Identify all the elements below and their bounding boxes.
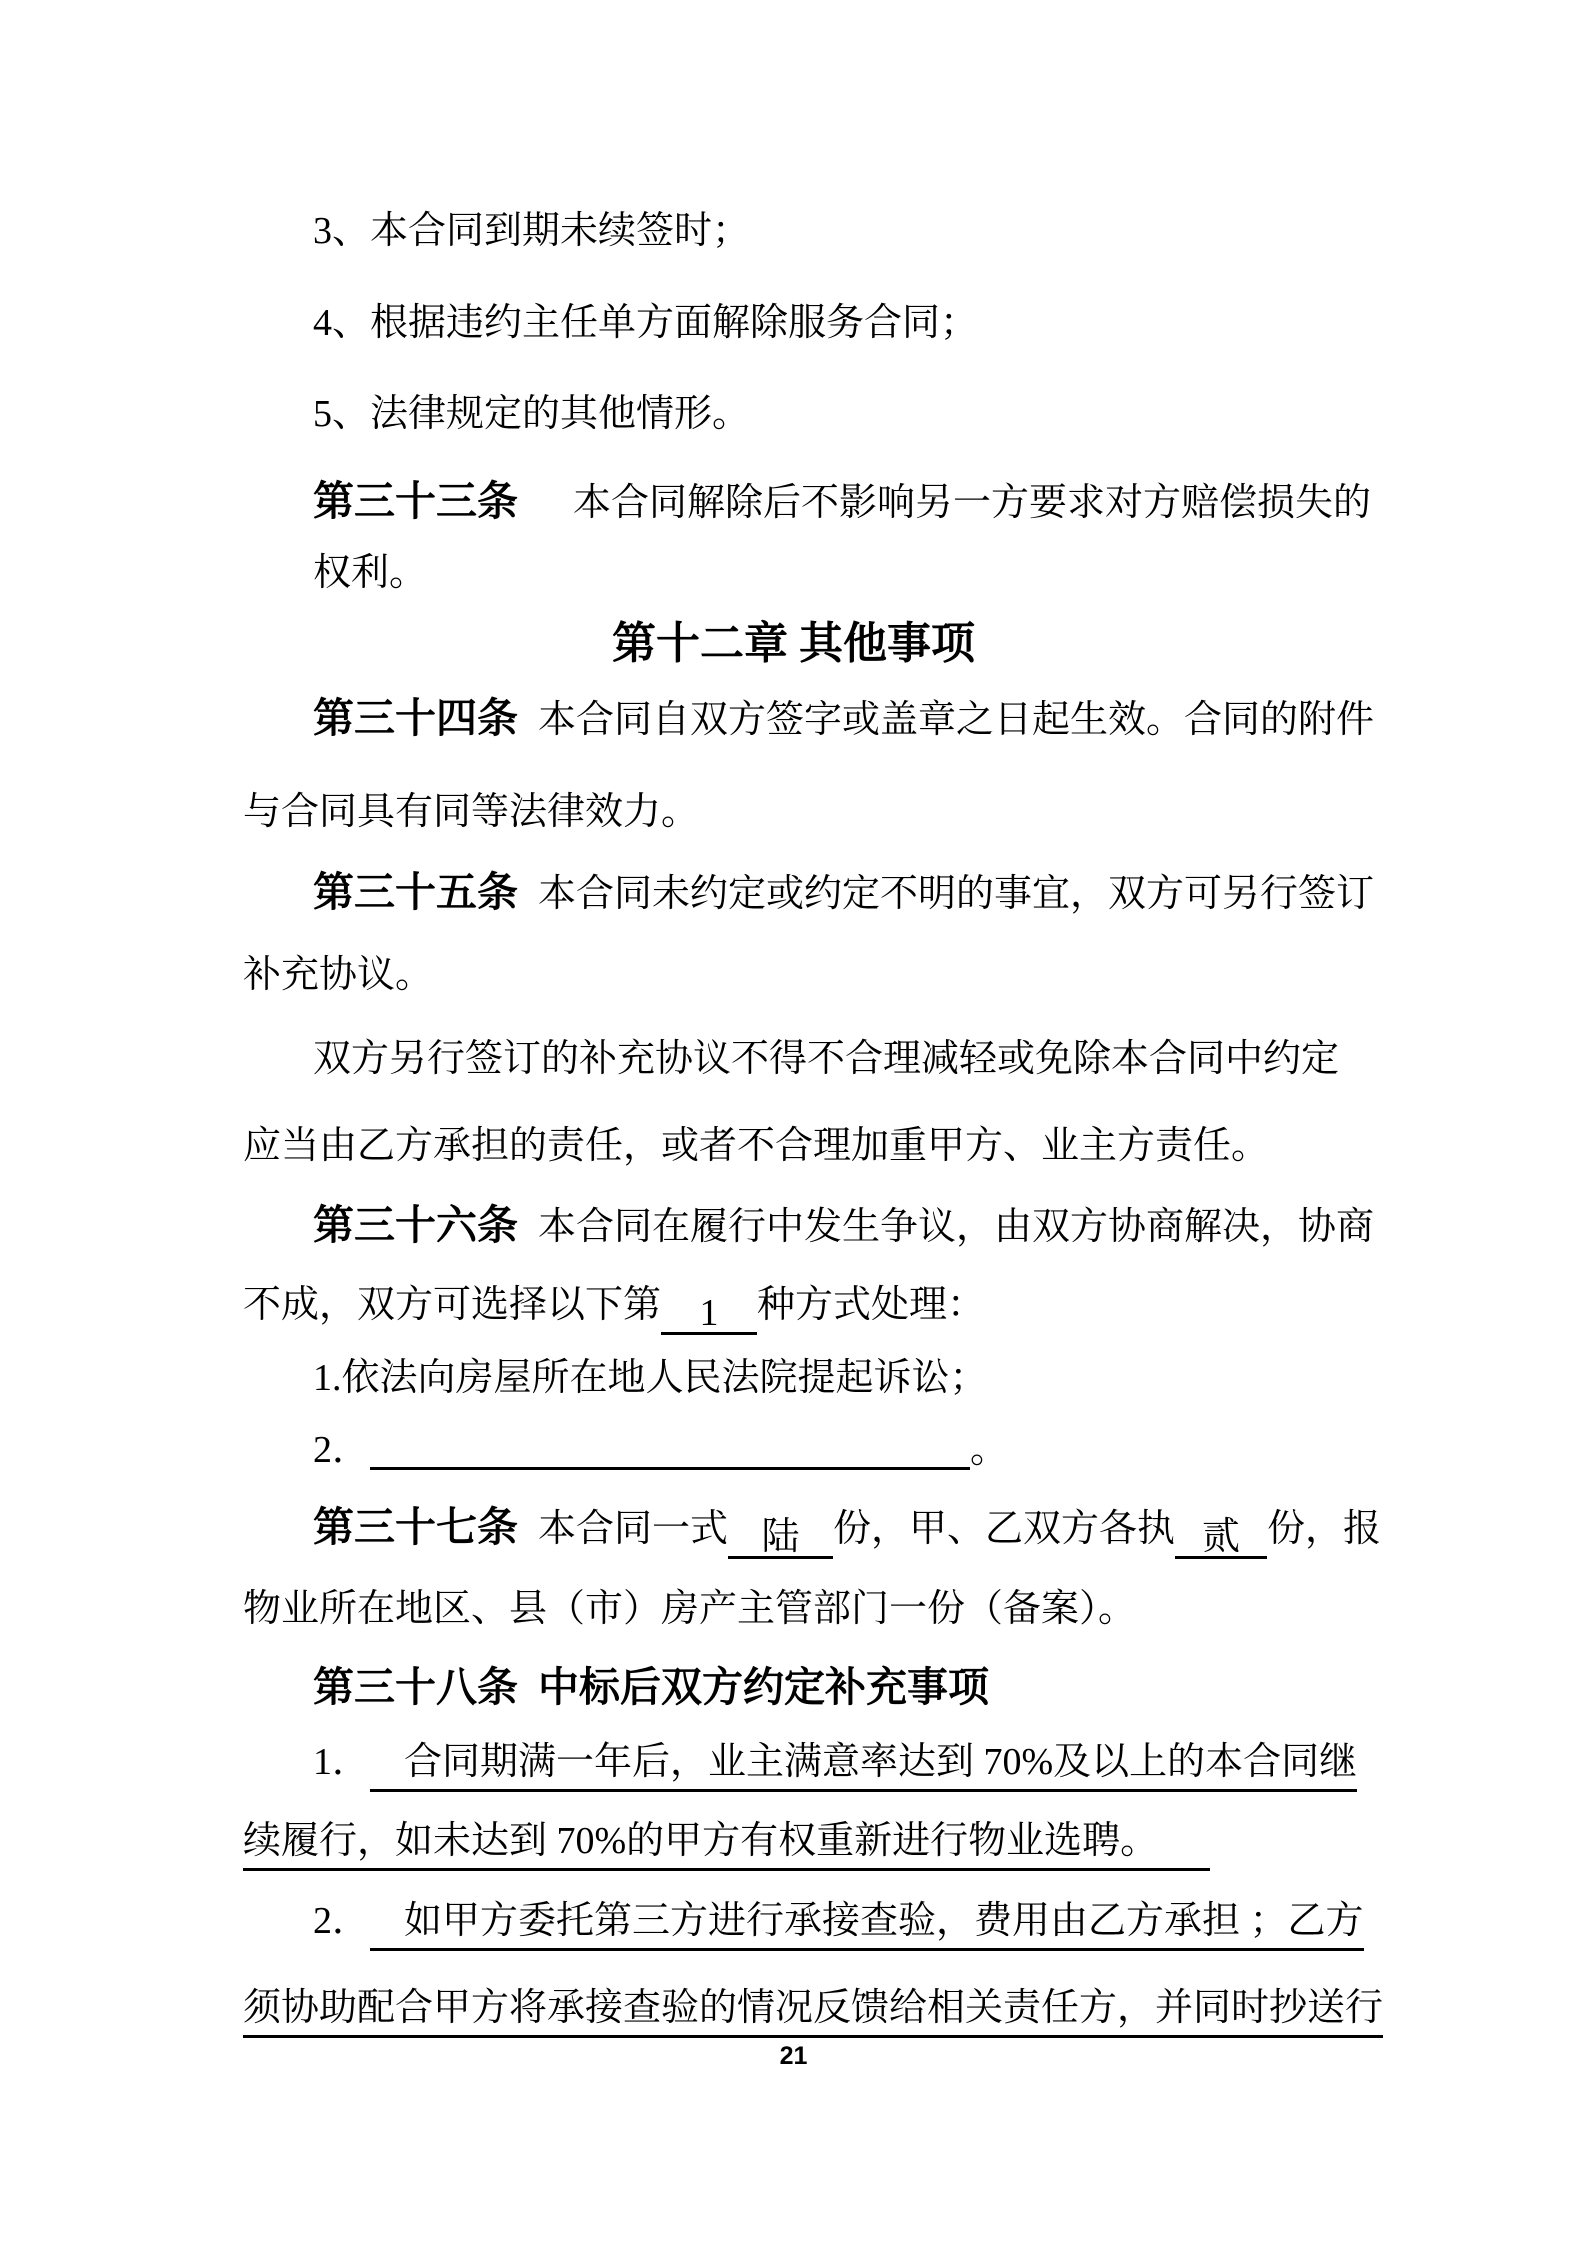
list-item-4: 4、根据违约主任单方面解除服务合同； bbox=[313, 302, 979, 344]
copies-blank: 陆 bbox=[728, 1512, 833, 1559]
supplement-item-1-number: 1． bbox=[313, 1741, 371, 1783]
article-36-heading: 第三十六条 bbox=[313, 1202, 518, 1248]
article-33-line-1 bbox=[313, 474, 1371, 528]
chapter-heading: 第十二章 其他事项 bbox=[612, 619, 975, 668]
article-34-line-2: 与合同具有同等法律效力。 bbox=[243, 791, 700, 833]
article-35-body: 本合同未约定或约定不明的事宜，双方可另行签订 bbox=[538, 873, 1375, 915]
supplement-item-1-text-2: 续履行，如未达到 70%的甲方有权重新进行物业选聘。 bbox=[243, 1820, 1210, 1871]
dispute-option-1: 1.依法向房屋所在地人民法院提起诉讼； bbox=[313, 1357, 988, 1399]
article-38-heading: 第三十八条 bbox=[313, 1664, 518, 1710]
article-35-line-2: 补充协议。 bbox=[243, 954, 434, 996]
article-33-heading: 第三十三条 bbox=[313, 478, 518, 524]
dispute-option-2 bbox=[313, 1423, 1008, 1477]
option-2-blank bbox=[370, 1423, 970, 1470]
option-2-period: 。 bbox=[970, 1429, 1009, 1471]
article-38-title: 中标后双方约定补充事项 bbox=[538, 1664, 989, 1710]
dispute-method-blank: 1 bbox=[661, 1288, 757, 1335]
article-37-line-2: 物业所在地区、县（市）房产主管部门一份（备案）。 bbox=[243, 1588, 1137, 1630]
page-number: 21 bbox=[779, 2042, 808, 2070]
article-34-body: 本合同自双方签字或盖章之日起生效。合同的附件 bbox=[538, 699, 1375, 741]
article-36-line-1 bbox=[313, 1198, 1374, 1252]
article-37-part-2: 份，甲、乙双方各执 bbox=[833, 1508, 1176, 1550]
supplement-item-1-line-2 bbox=[243, 1814, 1210, 1868]
supplement-item-2-line-1 bbox=[313, 1894, 1364, 1948]
article-37-heading: 第三十七条 bbox=[313, 1504, 518, 1550]
article-33-line-2: 权利。 bbox=[313, 552, 428, 594]
article-35-supplement-line-2: 应当由乙方承担的责任，或者不合理加重甲方、业主方责任。 bbox=[243, 1125, 1270, 1167]
article-37-part-3: 份，报 bbox=[1267, 1508, 1382, 1550]
article-35-line-1 bbox=[313, 865, 1374, 919]
supplement-item-2-text-2: 须协助配合甲方将承接查验的情况反馈给相关责任方，并同时抄送行 bbox=[243, 1987, 1383, 2038]
supplement-item-2-number: 2． bbox=[313, 1900, 371, 1942]
article-34-heading: 第三十四条 bbox=[313, 695, 518, 741]
dispute-text-prefix: 不成，双方可选择以下第 bbox=[243, 1284, 662, 1326]
dispute-text-suffix: 种方式处理： bbox=[757, 1284, 986, 1326]
article-35-supplement-line-1: 双方另行签订的补充协议不得不合理减轻或免除本合同中约定 bbox=[313, 1038, 1340, 1080]
article-34-line-1 bbox=[313, 691, 1374, 745]
article-37-line-1 bbox=[313, 1500, 1382, 1558]
each-party-copies-blank: 贰 bbox=[1175, 1512, 1267, 1559]
list-item-3: 3、本合同到期未续签时； bbox=[313, 210, 751, 252]
supplement-item-1-line-1 bbox=[313, 1735, 1357, 1789]
supplement-item-2-text: 如甲方委托第三方进行承接查验，费用由乙方承担 ；乙方 bbox=[370, 1900, 1364, 1951]
article-33-body: 本合同解除后不影响另一方要求对方赔偿损失的 bbox=[573, 482, 1372, 524]
article-37-part-1: 本合同一式 bbox=[538, 1508, 729, 1550]
article-38-heading-line bbox=[313, 1660, 989, 1714]
article-35-heading: 第三十五条 bbox=[313, 869, 518, 915]
supplement-item-2-line-2 bbox=[243, 1981, 1383, 2035]
article-36-body: 本合同在履行中发生争议，由双方协商解决，协商 bbox=[538, 1206, 1375, 1248]
list-item-5: 5、法律规定的其他情形。 bbox=[313, 393, 751, 435]
option-2-number: 2． bbox=[313, 1429, 371, 1471]
supplement-item-1-text: 合同期满一年后，业主满意率达到 70%及以上的本合同继 bbox=[370, 1741, 1357, 1792]
article-36-line-2 bbox=[243, 1278, 985, 1332]
